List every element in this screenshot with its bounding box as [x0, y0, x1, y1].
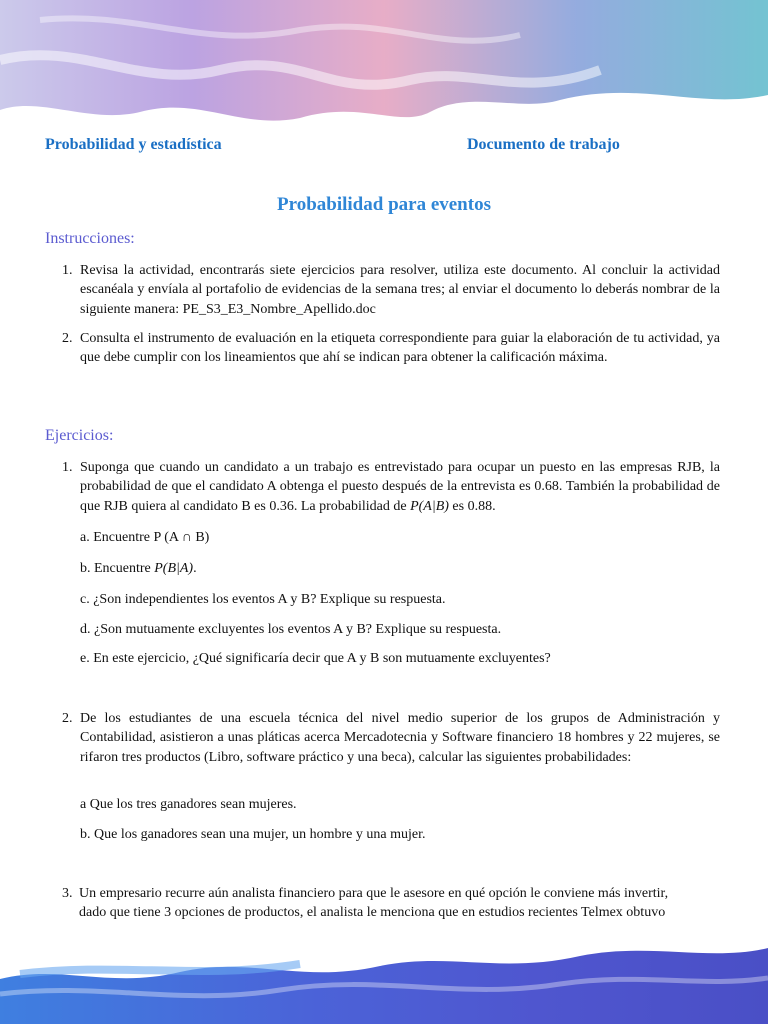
exercise-number-1: 1. — [62, 460, 73, 475]
exercise-number-2: 2. — [62, 711, 73, 726]
exercise-1-text — [80, 458, 720, 516]
instruction-number-1: 1. — [62, 263, 73, 278]
exercise-1-statement: Suponga que cuando un candidato a un trabajo es entrevistado para ocupar un puesto en las empresas RJB, la probabilidad de que el candidato A obtenga el puesto después de la entrevista es 0.68. También la probabilidad de que RJB quiera al candidato B es 0.36. La probabilidad de — [80, 460, 720, 514]
exercise-1-part-b — [80, 559, 197, 578]
formula-p-a-given-b: P(A|B) — [410, 498, 449, 514]
instruction-2: Consulta el instrumento de evaluación en la etiqueta correspondiente para guiar la elaboración de tu actividad, ya que debe cumplir con los lineamientos que ahí se indican para obtener la calificación máxima. — [80, 331, 720, 366]
course-name: Probabilidad y estadística — [45, 136, 222, 153]
part-b-suffix: . — [193, 561, 197, 576]
document-title: Probabilidad para eventos — [277, 194, 491, 215]
bottom-brush-banner — [0, 934, 768, 1024]
exercise-number-3: 3. — [62, 886, 73, 901]
instruction-number-2: 2. — [62, 331, 73, 346]
exercise-2-text: De los estudiantes de una escuela técnica del nivel medio superior de los grupos de Administración y Contabilidad, asistieron a unas pláticas acerca Mercadotecnia y Software financiero 18 hombres y 22 mujeres, se rifaron tres productos (Libro, software práctico y una beca), calcular las siguientes probabilidades: — [80, 711, 720, 765]
instructions-heading: Instrucciones: — [45, 230, 135, 247]
top-brush-banner — [0, 0, 768, 130]
exercise-1-part-d: d. ¿Son mutuamente excluyentes los eventos A y B? Explique su respuesta. — [80, 622, 502, 637]
exercise-3-line-2: dado que tiene 3 opciones de productos, el analista le menciona que en estudios recientes Telmex obtuvo — [79, 905, 666, 920]
part-b-prefix: b. Encuentre — [80, 561, 151, 576]
exercise-1-part-a: a. Encuentre P (A ∩ B) — [80, 530, 210, 545]
document-type: Documento de trabajo — [467, 136, 620, 153]
exercise-2-part-b: b. Que los ganadores sean una mujer, un hombre y una mujer. — [80, 827, 426, 842]
exercise-1-part-c: c. ¿Son independientes los eventos A y B? Explique su respuesta. — [80, 592, 446, 607]
exercise-1-part-e: e. En este ejercicio, ¿Qué significaría decir que A y B son mutuamente excluyentes? — [80, 651, 551, 666]
instruction-1: Revisa la actividad, encontrarás siete ejercicios para resolver, utiliza este documento. Al concluir la actividad escanéala y envíala al portafolio de evidencias de la semana tres; al enviar el documento lo deberás nombrar de la siguiente manera: PE_S3_E3_Nombre_Apellido.doc — [80, 263, 720, 317]
formula-p-b-given-a: P(B|A) — [154, 561, 194, 576]
exercise-1-statement-end: es 0.88. — [452, 498, 496, 514]
exercise-3-line-1: Un empresario recurre aún analista financiero para que le asesore en qué opción le conviene más invertir, — [79, 886, 669, 901]
exercises-heading: Ejercicios: — [45, 427, 114, 444]
exercise-2-part-a: a Que los tres ganadores sean mujeres. — [80, 797, 297, 812]
